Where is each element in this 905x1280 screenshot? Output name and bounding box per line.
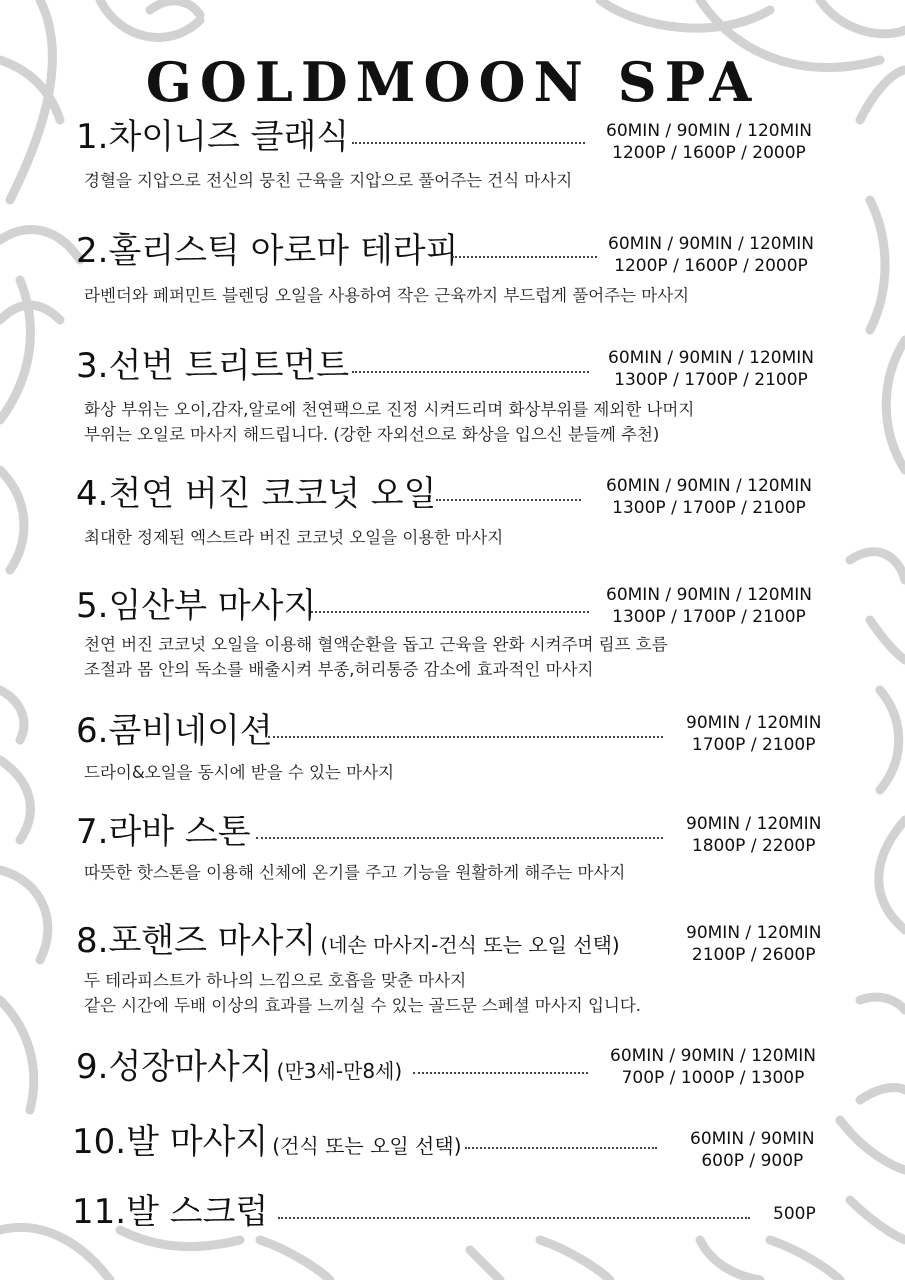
menu-item-title: 11.발 스크럽 <box>72 1192 269 1232</box>
duration-options: 60MIN / 90MIN / 120MIN <box>608 234 814 254</box>
menu-item-name <box>76 921 620 961</box>
duration-options: 60MIN / 90MIN / 120MIN <box>606 476 812 496</box>
price-block <box>610 1045 816 1089</box>
dotted-leader <box>278 1217 750 1219</box>
menu-item-name <box>76 586 317 626</box>
price-block <box>606 475 812 519</box>
menu-item-note: (네손 마사지-건식 또는 오일 선택) <box>320 933 620 957</box>
duration-options: 90MIN / 120MIN <box>686 713 822 733</box>
duration-options: 90MIN / 120MIN <box>686 814 822 834</box>
menu-item-name <box>76 1047 403 1087</box>
menu-item-title: 4.천연 버진 코코넛 오일 <box>76 474 437 514</box>
menu-item-description <box>84 525 503 550</box>
price-block <box>686 712 821 756</box>
menu-item-title: 5.임산부 마사지 <box>76 586 317 626</box>
description-line: 경혈을 지압으로 전신의 뭉친 근육을 지압으로 풀어주는 건식 마사지 <box>84 171 573 190</box>
duration-options: 60MIN / 90MIN / 120MIN <box>606 585 812 605</box>
description-line: 조절과 몸 안의 독소를 배출시켜 부종,허리통증 감소에 효과적인 마사지 <box>84 660 594 679</box>
menu-item-description <box>84 760 394 785</box>
price-options: 1700P / 2100P <box>691 735 816 755</box>
price-options: 1200P / 1600P / 2000P <box>614 256 808 276</box>
dotted-leader <box>352 371 589 373</box>
price-block <box>690 1128 815 1172</box>
price-block <box>606 120 812 164</box>
duration-options: 60MIN / 90MIN / 120MIN <box>610 1046 816 1066</box>
price-block <box>608 233 814 277</box>
duration-options: 60MIN / 90MIN <box>690 1129 815 1149</box>
menu-item-name <box>76 711 273 751</box>
dotted-leader <box>256 837 663 839</box>
description-line: 최대한 정제된 엑스트라 버진 코코넛 오일을 이용한 마사지 <box>84 528 504 547</box>
menu-item-name <box>76 474 437 514</box>
menu-item-name <box>76 812 251 852</box>
price-block <box>686 922 821 966</box>
menu-item-note: (만3세-만8세) <box>276 1059 403 1083</box>
duration-options: 90MIN / 120MIN <box>686 923 822 943</box>
dotted-leader <box>352 142 585 144</box>
menu-item-description <box>84 860 625 885</box>
menu-item-title: 8.포핸즈 마사지 <box>76 921 317 961</box>
menu-item-title: 9.성장마사지 <box>76 1047 273 1087</box>
duration-options: 60MIN / 90MIN / 120MIN <box>606 121 812 141</box>
price-block <box>608 347 814 391</box>
menu-item-description <box>84 397 694 447</box>
description-line: 드라이&오일을 동시에 받을 수 있는 마사지 <box>84 763 395 782</box>
description-line: 같은 시간에 두배 이상의 효과를 느끼실 수 있는 골드문 스페셜 마사지 입니다. <box>84 996 642 1015</box>
description-line: 따뜻한 핫스톤을 이용해 신체에 온기를 주고 기능을 원활하게 해주는 마사지 <box>84 863 626 882</box>
menu-item-title: 3.선번 트리트먼트 <box>76 346 350 386</box>
dotted-leader <box>413 1072 588 1074</box>
menu-item-title: 10.발 마사지 <box>72 1122 269 1162</box>
price-options: 1300P / 1700P / 2100P <box>612 607 806 627</box>
menu-item-description <box>84 283 689 308</box>
price-options: 1200P / 1600P / 2000P <box>612 143 806 163</box>
description-line: 부위는 오일로 마사지 해드립니다. (강한 자외선으로 화상을 입으신 분들께 추천) <box>84 425 660 444</box>
dotted-leader <box>436 499 581 501</box>
menu-item-name <box>76 231 459 271</box>
price-options: 600P / 900P <box>701 1151 804 1171</box>
price-block <box>773 1203 816 1225</box>
price-options: 2100P / 2600P <box>691 945 816 965</box>
description-line: 라벤더와 페퍼민트 블렌딩 오일을 사용하여 작은 근육까지 부드럽게 풀어주는 마사지 <box>84 286 690 305</box>
dotted-leader <box>465 1147 657 1149</box>
price-options: 1300P / 1700P / 2100P <box>614 370 808 390</box>
dotted-leader <box>268 736 663 738</box>
menu-item-name <box>76 346 350 386</box>
price-block <box>606 584 812 628</box>
menu-item-description <box>84 968 641 1018</box>
menu-item-title: 2.홀리스틱 아로마 테라피 <box>76 231 459 271</box>
dotted-leader <box>452 256 597 258</box>
description-line: 천연 버진 코코넛 오일을 이용해 혈액순환을 돕고 근육을 완화 시켜주며 림프 흐름 <box>84 635 668 654</box>
price-options: 500P <box>773 1204 816 1224</box>
menu-item-note: (건식 또는 오일 선택) <box>272 1134 462 1158</box>
menu-item-description <box>84 632 668 682</box>
price-options: 1300P / 1700P / 2100P <box>612 498 806 518</box>
duration-options: 60MIN / 90MIN / 120MIN <box>608 348 814 368</box>
menu-item-description <box>84 168 572 193</box>
price-options: 700P / 1000P / 1300P <box>621 1068 805 1088</box>
menu-item-name <box>72 1122 462 1162</box>
menu-item-title: 6.콤비네이션 <box>76 711 273 751</box>
menu-item-title: 7.라바 스톤 <box>76 812 251 852</box>
price-block <box>686 813 821 857</box>
menu-item-name <box>76 117 350 157</box>
menu-item-name <box>72 1192 269 1232</box>
dotted-leader <box>311 611 589 613</box>
description-line: 두 테라피스트가 하나의 느낌으로 호흡을 맞춘 마사지 <box>84 971 467 990</box>
description-line: 화상 부위는 오이,감자,알로에 천연팩으로 진정 시켜드리며 화상부위를 제외한 나머지 <box>84 400 695 419</box>
menu-item-title: 1.차이니즈 클래식 <box>76 117 350 157</box>
page-title: GOLDMOON SPA <box>145 50 760 114</box>
price-options: 1800P / 2200P <box>691 836 816 856</box>
